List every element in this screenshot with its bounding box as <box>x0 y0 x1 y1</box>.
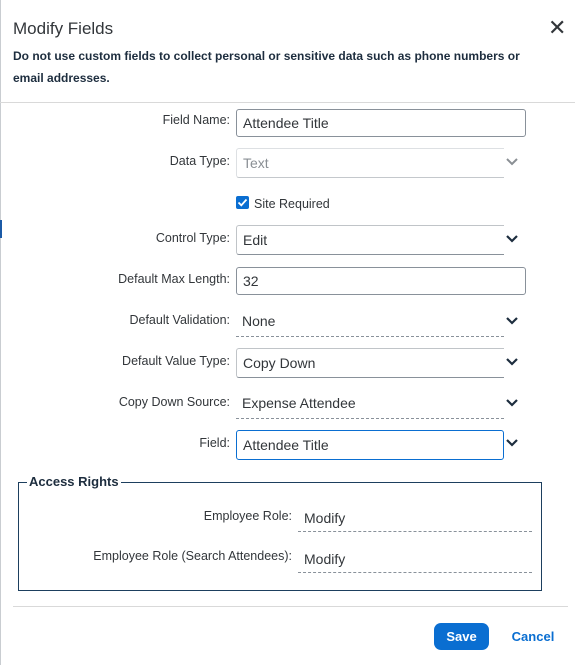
site-required-checkbox[interactable] <box>236 196 249 209</box>
dialog-title: Modify Fields <box>13 19 114 38</box>
field-label: Field: <box>199 436 230 450</box>
employee-role-select[interactable]: Modify <box>298 506 532 532</box>
default-validation-label: Default Validation: <box>129 313 230 327</box>
access-rights-group <box>18 482 542 591</box>
copy-down-source-select[interactable]: Expense Attendee <box>236 389 504 419</box>
save-button[interactable]: Save <box>434 623 489 650</box>
site-required-label: Site Required <box>254 197 330 211</box>
chevron-down-icon[interactable] <box>504 231 520 247</box>
footer-divider <box>13 606 568 607</box>
privacy-warning: Do not use custom fields to collect personal or sensitive data such as phone numbers or email addresses. <box>13 49 520 85</box>
close-icon[interactable]: ✕ <box>548 15 567 40</box>
background-edge-marker <box>0 220 2 238</box>
data-type-select: Text <box>236 148 504 178</box>
default-max-length-label: Default Max Length: <box>118 272 230 286</box>
cancel-button[interactable]: Cancel <box>511 629 555 644</box>
header-divider <box>0 102 575 103</box>
employee-role-search-label: Employee Role (Search Attendees): <box>93 549 292 563</box>
copy-down-source-label: Copy Down Source: <box>118 395 230 409</box>
access-rights-legend: Access Rights <box>29 474 119 489</box>
chevron-down-icon[interactable] <box>504 395 520 411</box>
field-select[interactable]: Attendee Title <box>236 430 504 460</box>
employee-role-label: Employee Role: <box>203 509 292 523</box>
default-value-type-select[interactable]: Copy Down <box>236 348 504 378</box>
default-validation-select[interactable]: None <box>236 307 504 337</box>
chevron-down-icon[interactable] <box>504 435 520 451</box>
chevron-down-icon[interactable] <box>504 313 520 329</box>
control-type-label: Control Type: <box>155 231 230 245</box>
control-type-select[interactable]: Edit <box>236 225 504 255</box>
chevron-down-icon <box>504 154 520 170</box>
window-edge <box>0 0 1 665</box>
data-type-label: Data Type: <box>169 154 230 168</box>
default-max-length-input[interactable] <box>236 267 526 295</box>
default-value-type-label: Default Value Type: <box>122 354 230 368</box>
field-name-label: Field Name: <box>162 113 230 127</box>
chevron-down-icon[interactable] <box>504 354 520 370</box>
employee-role-search-select[interactable]: Modify <box>298 547 532 573</box>
field-name-input[interactable] <box>236 109 526 137</box>
